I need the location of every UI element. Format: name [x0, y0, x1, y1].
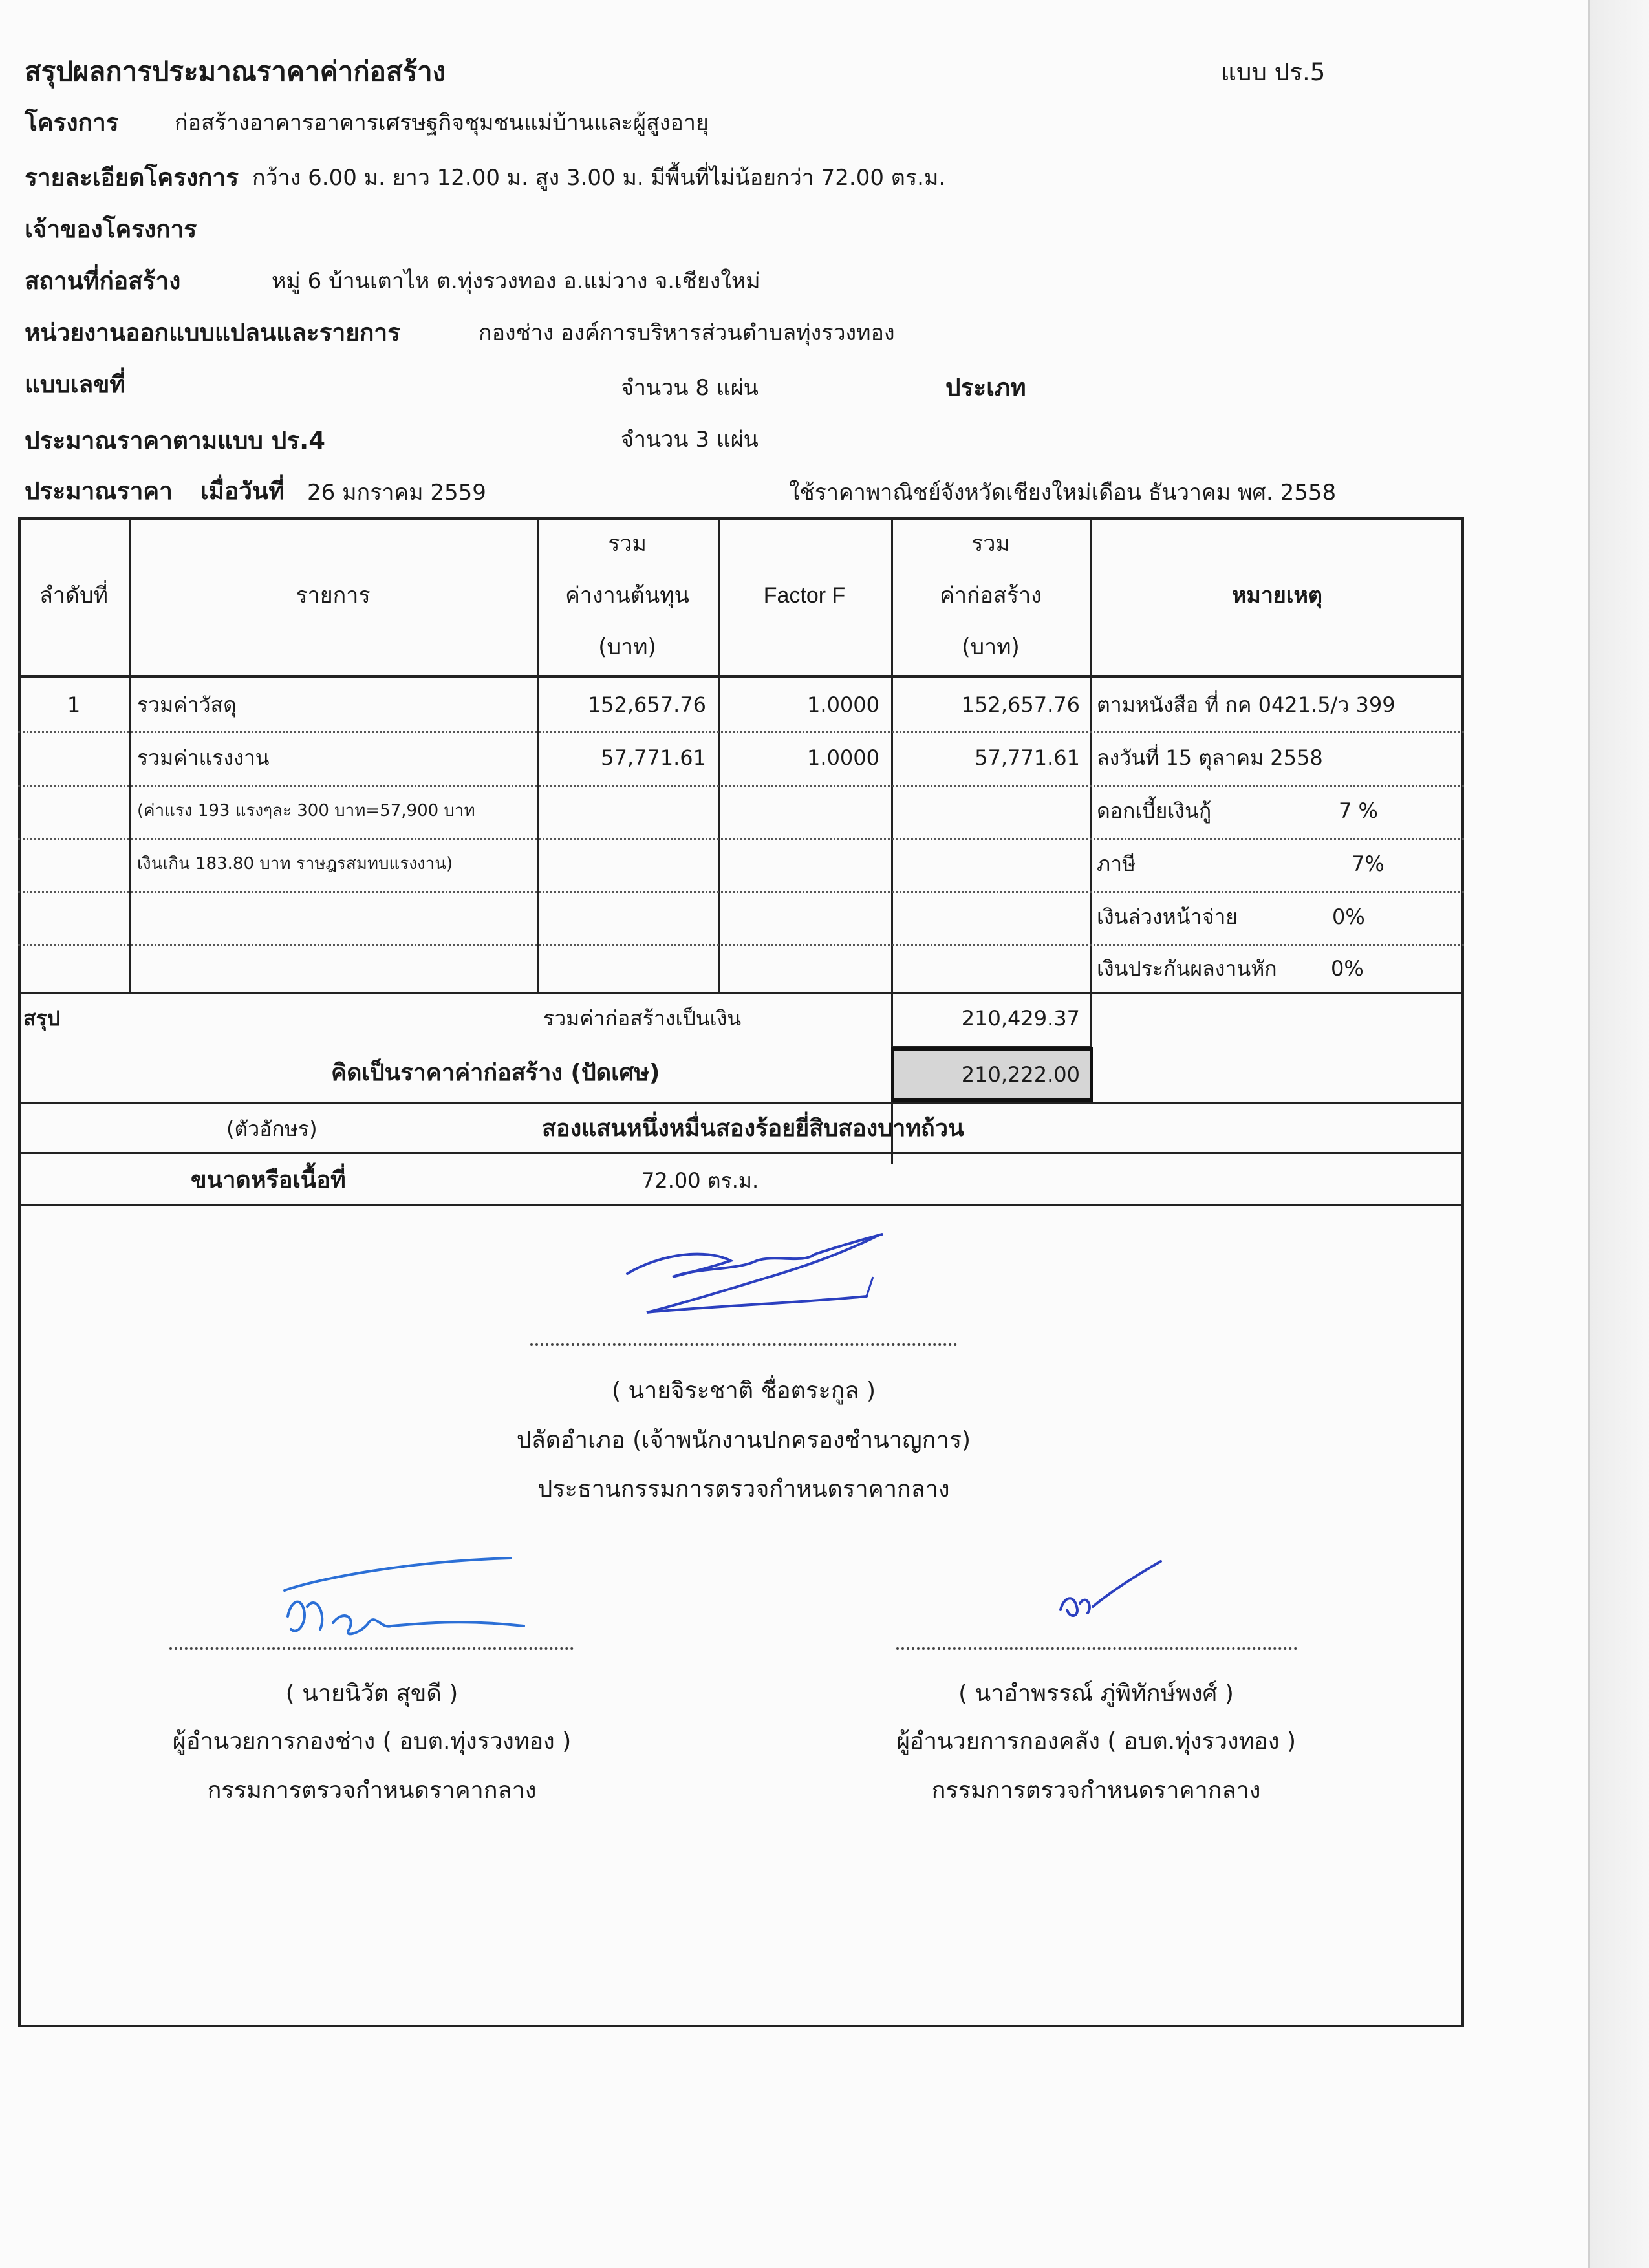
row-5-remark: เงินล่วงหน้าจ่าย: [1097, 904, 1238, 929]
row-2-remark: ลงวันที่ 15 ตุลาคม 2558: [1097, 745, 1323, 770]
chair-signature-line: [530, 1343, 957, 1346]
row-3-remark-value: 7 %: [1339, 798, 1378, 823]
row-4-remark: ภาษี: [1097, 851, 1136, 876]
row-5-remark-value: 0%: [1332, 904, 1365, 929]
type-label: ประเภท: [945, 374, 1026, 401]
sheets-count-2: จำนวน 3 แผ่น: [621, 427, 759, 453]
chair-position: ปลัดอำเภอ (เจ้าพนักงานปกครองชำนาญการ): [516, 1427, 971, 1453]
row-2-total: 57,771.61: [975, 745, 1080, 770]
estimate-label: ประมาณราคา: [25, 477, 173, 505]
summary-label: สรุป: [23, 1006, 61, 1031]
left-role: กรรมการตรวจกำหนดราคากลาง: [207, 1777, 537, 1804]
left-signature: [272, 1545, 543, 1655]
site-label: สถานที่ก่อสร้าง: [25, 267, 181, 295]
words-label: (ตัวอักษร): [226, 1117, 318, 1141]
row-2-item: รวมค่าแรงงาน: [137, 745, 270, 770]
row-2-factor: 1.0000: [807, 745, 879, 770]
col-header-total-3: (บาท): [962, 634, 1020, 660]
detail-label: รายละเอียดโครงการ: [25, 164, 239, 191]
header-divider: [18, 675, 1464, 678]
left-name: ( นายนิวัต สุขดี ): [285, 1680, 458, 1707]
drawing-no-label: แบบเลขที่: [25, 370, 125, 398]
col-header-total-1: รวม: [971, 531, 1010, 557]
price-reference: ใช้ราคาพาณิชย์จังหวัดเชียงใหม่เดือน ธันวาคม พศ. 2558: [789, 480, 1337, 506]
col-header-seq: ลำดับที่: [39, 583, 108, 608]
row-1-cost: 152,657.76: [587, 692, 706, 717]
right-role: กรรมการตรวจกำหนดราคากลาง: [931, 1777, 1261, 1804]
right-position: ผู้อำนวยการกองคลัง ( อบต.ทุ่งรวงทอง ): [896, 1728, 1296, 1755]
document-title: สรุปผลการประมาณราคาค่าก่อสร้าง: [25, 56, 446, 87]
sheets-count-1: จำนวน 8 แผ่น: [621, 375, 759, 401]
area-label: ขนาดหรือเนื้อที่: [191, 1167, 346, 1193]
row-6-remark: เงินประกันผลงานหัก: [1097, 956, 1277, 981]
left-signature-line: [169, 1647, 574, 1650]
date-label: เมื่อวันที่: [200, 477, 285, 505]
row-6-remark-value: 0%: [1331, 956, 1364, 981]
row-3-item: (ค่าแรง 193 แรงๆละ 300 บาท=57,900 บาท: [137, 801, 475, 820]
col-header-cost-3: (บาท): [598, 634, 656, 660]
row-4-remark-value: 7%: [1352, 851, 1385, 876]
row-1-factor: 1.0000: [807, 692, 879, 717]
row-3-remark: ดอกเบี้ยเงินกู้: [1097, 798, 1212, 823]
col-header-factor: Factor F: [763, 583, 846, 608]
col-header-cost-2: ค่างานต้นทุน: [565, 583, 689, 608]
left-position: ผู้อำนวยการกองช่าง ( อบต.ทุ่งรวงทอง ): [172, 1728, 572, 1755]
designer-value: กองช่าง องค์การบริหารส่วนตำบลทุ่งรวงทอง: [479, 320, 895, 346]
row-1-item: รวมค่าวัสดุ: [137, 692, 237, 717]
right-signature-line: [896, 1647, 1297, 1650]
col-header-item: รายการ: [296, 583, 371, 608]
date-value: 26 มกราคม 2559: [307, 480, 486, 506]
row-4-item: เงินเกิน 183.80 บาท ราษฎรสมทบแรงงาน): [137, 854, 453, 873]
project-value: ก่อสร้างอาคารอาคารเศรษฐกิจชุมชนแม่บ้านและผู้สูงอายุ: [175, 110, 709, 136]
col-header-cost-1: รวม: [608, 531, 647, 557]
rounded-value: 210,222.00: [961, 1062, 1080, 1087]
summary-total-value: 210,429.37: [961, 1006, 1080, 1031]
detail-value: กว้าง 6.00 ม. ยาว 12.00 ม. สูง 3.00 ม. มีพื้นที่ไม่น้อยกว่า 72.00 ตร.ม.: [252, 165, 946, 191]
words-value: สองแสนหนึ่งหมื่นสองร้อยยี่สิบสองบาทถ้วน: [542, 1115, 964, 1142]
row-1-total: 152,657.76: [961, 692, 1080, 717]
right-signature: [1048, 1545, 1177, 1629]
form-code: แบบ ปร.5: [1221, 58, 1326, 86]
site-value: หมู่ 6 บ้านเตาไห ต.ทุ่งรวงทอง อ.แม่วาง จ.เชียงใหม่: [272, 268, 760, 294]
row-2-cost: 57,771.61: [601, 745, 706, 770]
page-edge: [1588, 0, 1649, 2268]
project-label: โครงการ: [25, 109, 119, 136]
chair-name: ( นายจิระชาติ ชื่อตระกูล ): [611, 1378, 876, 1404]
chair-signature: [608, 1215, 944, 1345]
right-name: ( นาอำพรรณ์ ภู่พิทักษ์พงศ์ ): [958, 1680, 1234, 1707]
row-1-remark: ตามหนังสือ ที่ กค 0421.5/ว 399: [1097, 692, 1396, 717]
rounded-label: คิดเป็นราคาค่าก่อสร้าง (ปัดเศษ): [331, 1060, 660, 1086]
owner-label: เจ้าของโครงการ: [25, 215, 197, 243]
chair-role: ประธานกรรมการตรวจกำหนดราคากลาง: [537, 1476, 950, 1503]
row-1-seq: 1: [67, 692, 81, 717]
estimate-form-label: ประมาณราคาตามแบบ ปร.4: [25, 427, 325, 455]
col-header-remark: หมายเหตุ: [1232, 583, 1322, 608]
summary-total-label: รวมค่าก่อสร้างเป็นเงิน: [543, 1006, 742, 1031]
col-header-total-2: ค่าก่อสร้าง: [940, 583, 1042, 608]
area-value: 72.00 ตร.ม.: [641, 1168, 759, 1193]
designer-label: หน่วยงานออกแบบแปลนและรายการ: [25, 319, 401, 347]
